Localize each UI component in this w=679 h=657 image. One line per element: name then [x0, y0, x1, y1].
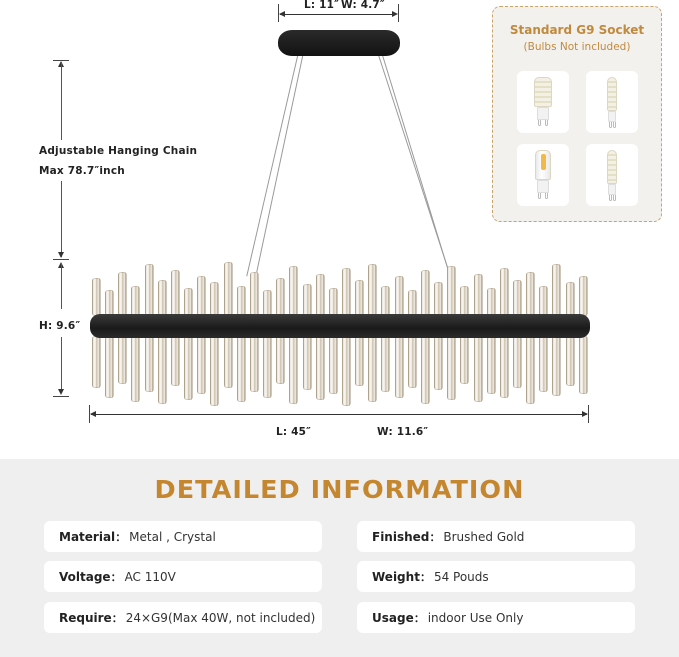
lower-crystal-row: [92, 336, 588, 406]
suspension-cable: [381, 52, 449, 270]
ceiling-canopy: [278, 30, 400, 56]
spec-label: Require：: [59, 611, 124, 625]
chain-dim-line-upper: [61, 62, 62, 140]
spec-value: 24×G9(Max 40W, not included): [125, 610, 316, 625]
spec-weight: [357, 561, 635, 592]
bulb-card: [517, 71, 569, 133]
g9-led-bulb-icon: [601, 75, 623, 129]
g9-filament-bulb-icon: [532, 148, 554, 202]
black-metal-band: [90, 314, 590, 338]
arrow-right-icon: [392, 11, 398, 17]
spec-material: [44, 521, 322, 552]
chain-dim-line-lower: [61, 181, 62, 257]
length-dim-tick-right: [588, 405, 589, 423]
canopy-dim-tick-right: [398, 4, 399, 22]
spec-require: [44, 602, 322, 633]
chain-label-line1: Adjustable Hanging Chain: [39, 145, 198, 157]
canopy-dim-line: [280, 14, 396, 15]
spec-label: Weight：: [372, 570, 432, 584]
suspension-cable: [255, 52, 304, 277]
width-label: W: 11.6″: [377, 426, 429, 438]
spec-value: AC 110V: [124, 569, 176, 584]
arrow-right-icon: [582, 411, 588, 417]
arrow-left-icon: [90, 411, 96, 417]
g9-led-bulb-icon: [601, 148, 623, 202]
spec-value: Brushed Gold: [443, 529, 525, 544]
height-dim-line-upper: [61, 264, 62, 309]
spec-label: Material：: [59, 530, 128, 544]
arrow-left-icon: [279, 11, 285, 17]
bulb-card: [517, 144, 569, 206]
height-label: H: 9.6″: [39, 320, 81, 332]
spec-voltage: [44, 561, 322, 592]
section-title: DETAILED INFORMATION: [154, 475, 525, 504]
canopy-length-label: L: 11″: [304, 0, 340, 11]
length-dim-line: [91, 414, 587, 415]
spec-label: Voltage：: [59, 570, 123, 584]
spec-label: Usage：: [372, 611, 426, 625]
upper-crystal-row: [92, 258, 588, 316]
spec-value: indoor Use Only: [427, 610, 524, 625]
spec-finished: [357, 521, 635, 552]
spec-label: Finished：: [372, 530, 442, 544]
bulb-card: [586, 71, 638, 133]
g9-led-bulb-icon: [532, 75, 554, 129]
detailed-information-section: [0, 459, 679, 657]
arrow-down-icon: [58, 252, 64, 258]
spec-value: Metal , Crystal: [129, 529, 216, 544]
canopy-width-label: W: 4.7″: [341, 0, 385, 11]
crystal-chandelier: [92, 258, 588, 408]
socket-subtitle: (Bulbs Not included): [523, 41, 631, 53]
height-dim-line-lower: [61, 337, 62, 393]
chain-label-line2: Max 78.7″inch: [39, 165, 125, 177]
g9-socket-panel: [492, 6, 662, 222]
chain-dim-tick-bottom: [53, 259, 69, 260]
height-dim-tick-bottom: [53, 396, 69, 397]
spec-value: 54 Pouds: [433, 569, 489, 584]
socket-title: Standard G9 Socket: [509, 23, 645, 37]
arrow-down-icon: [58, 389, 64, 395]
suspension-cable: [246, 52, 299, 276]
spec-usage: [357, 602, 635, 633]
bulb-card: [586, 144, 638, 206]
length-label: L: 45″: [276, 426, 312, 438]
